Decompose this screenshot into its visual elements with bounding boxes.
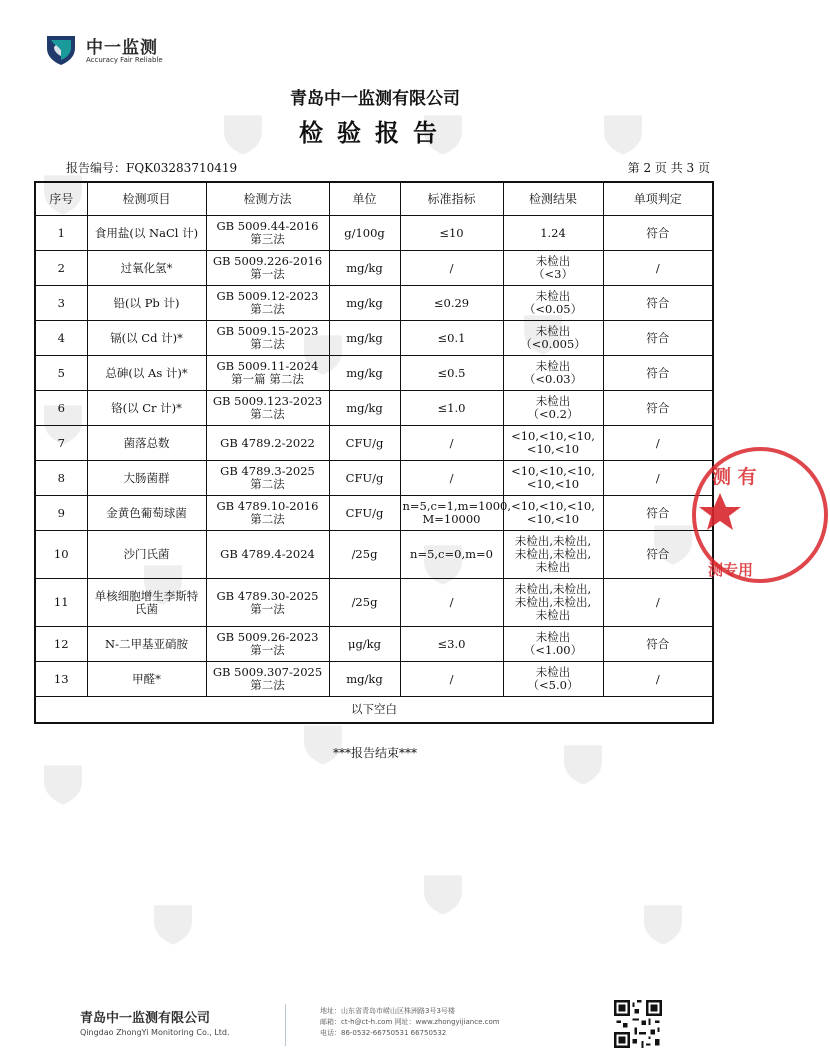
header-standard: 标准指标 [400, 182, 503, 216]
header-unit: 单位 [329, 182, 400, 216]
report-title: 检验报告 [299, 119, 451, 147]
cell-result: 1.24 [503, 216, 603, 251]
cell-item: 菌落总数 [87, 426, 206, 461]
footer-address: 地址：山东省青岛市崂山区株洲路3号3号楼 [320, 1007, 455, 1015]
watermark-shield-icon [640, 900, 686, 950]
cell-no: 5 [35, 356, 87, 391]
cell-result: 未检出 （<0.03） [503, 356, 603, 391]
cell-item: 大肠菌群 [87, 461, 206, 496]
cell-standard: / [400, 662, 503, 697]
company-title: 青岛中一监测有限公司 [290, 89, 460, 109]
table-row [35, 531, 713, 579]
table-row [35, 426, 713, 461]
report-number [66, 159, 237, 176]
cell-item: 过氧化氢* [87, 251, 206, 286]
cell-standard: ≤0.29 [400, 286, 503, 321]
cell-no: 6 [35, 391, 87, 426]
cell-standard: / [400, 251, 503, 286]
header-result: 检测结果 [503, 182, 603, 216]
report-number-value: FQK03283710419 [126, 161, 238, 175]
cell-method: GB 4789.3-2025 第二法 [206, 461, 329, 496]
cell-standard: ≤10 [400, 216, 503, 251]
footer-phone: 电话：86-0532-66750531 66750532 [320, 1029, 447, 1037]
table-row [35, 251, 713, 286]
footer-divider [285, 1004, 286, 1046]
table-header-row [35, 182, 713, 216]
cell-verdict: 符合 [603, 627, 713, 662]
cell-no: 4 [35, 321, 87, 356]
cell-no: 3 [35, 286, 87, 321]
cell-no: 1 [35, 216, 87, 251]
cell-unit: mg/kg [329, 391, 400, 426]
cell-verdict: / [603, 662, 713, 697]
cell-unit: g/100g [329, 216, 400, 251]
cell-no: 9 [35, 496, 87, 531]
company-logo [44, 30, 184, 70]
table-row [35, 662, 713, 697]
cell-method: GB 5009.307-2025 第二法 [206, 662, 329, 697]
cell-result: <10,<10,<10, <10,<10 [503, 461, 603, 496]
cell-verdict: 符合 [603, 321, 713, 356]
cell-method: GB 4789.2-2022 [206, 426, 329, 461]
cell-item: 单核细胞增生李斯特氏菌 [87, 579, 206, 627]
cell-method: GB 5009.12-2023 第二法 [206, 286, 329, 321]
cell-method: GB 5009.26-2023 第一法 [206, 627, 329, 662]
cell-standard: / [400, 426, 503, 461]
report-end-mark: ***报告结束*** [332, 746, 417, 760]
blank-note: 以下空白 [35, 697, 713, 724]
cell-result: 未检出,未检出, 未检出,未检出, 未检出 [503, 531, 603, 579]
cell-verdict: / [603, 426, 713, 461]
cell-unit: CFU/g [329, 496, 400, 531]
cell-verdict: 符合 [603, 216, 713, 251]
logo-name: 中一监测 [86, 38, 158, 58]
watermark-shield-icon [150, 900, 196, 950]
cell-standard: ≤3.0 [400, 627, 503, 662]
watermark-shield-icon [40, 760, 86, 810]
table-blank-row [35, 697, 713, 724]
cell-result: 未检出 （<1.00） [503, 627, 603, 662]
cell-method: GB 4789.30-2025 第一法 [206, 579, 329, 627]
cell-no: 13 [35, 662, 87, 697]
cell-unit: mg/kg [329, 251, 400, 286]
header-verdict: 单项判定 [603, 182, 713, 216]
header-item: 检测项目 [87, 182, 206, 216]
cell-item: 总砷(以 As 计)* [87, 356, 206, 391]
footer-company-name: 青岛中一监测有限公司 [80, 1011, 211, 1026]
cell-method: GB 5009.44-2016 第三法 [206, 216, 329, 251]
cell-unit: mg/kg [329, 662, 400, 697]
cell-result: <10,<10,<10, <10,<10 [503, 496, 603, 531]
cell-verdict: 符合 [603, 286, 713, 321]
table-row [35, 627, 713, 662]
cell-item: 金黄色葡萄球菌 [87, 496, 206, 531]
cell-verdict: 符合 [603, 496, 713, 531]
cell-standard: ≤1.0 [400, 391, 503, 426]
footer-contact-info [320, 1006, 500, 1039]
table-row [35, 461, 713, 496]
cell-standard: ≤0.5 [400, 356, 503, 391]
cell-standard: n=5,c=0,m=0 [400, 531, 503, 579]
cell-item: 沙门氏菌 [87, 531, 206, 579]
logo-slogan: Accuracy Fair Reliable [86, 56, 163, 64]
cell-result: 未检出 （<0.005） [503, 321, 603, 356]
cell-verdict: 符合 [603, 531, 713, 579]
footer-company-name-en: Qingdao ZhongYi Monitoring Co., Ltd. [80, 1028, 230, 1037]
cell-no: 2 [35, 251, 87, 286]
cell-result: 未检出 （<0.05） [503, 286, 603, 321]
report-number-label: 报告编号： [66, 161, 127, 175]
cell-verdict: / [603, 579, 713, 627]
table-row [35, 286, 713, 321]
cell-unit: /25g [329, 579, 400, 627]
footer-email-web: 邮箱：ct-h@ct-h.com 网址：www.zhongyijiance.com [320, 1018, 500, 1026]
cell-unit: CFU/g [329, 426, 400, 461]
cell-result: <10,<10,<10, <10,<10 [503, 426, 603, 461]
cell-verdict: / [603, 251, 713, 286]
cell-unit: μg/kg [329, 627, 400, 662]
cell-item: 铬(以 Cr 计)* [87, 391, 206, 426]
cell-no: 8 [35, 461, 87, 496]
cell-result: 未检出 （<3） [503, 251, 603, 286]
table-row [35, 216, 713, 251]
cell-result: 未检出 （<5.0） [503, 662, 603, 697]
cell-method: GB 5009.226-2016 第一法 [206, 251, 329, 286]
cell-no: 12 [35, 627, 87, 662]
results-table [34, 181, 714, 724]
cell-method: GB 5009.15-2023 第二法 [206, 321, 329, 356]
cell-method: GB 4789.4-2024 [206, 531, 329, 579]
cell-item: 食用盐(以 NaCl 计) [87, 216, 206, 251]
cell-no: 10 [35, 531, 87, 579]
cell-item: 铅(以 Pb 计) [87, 286, 206, 321]
cell-method: GB 5009.123-2023 第二法 [206, 391, 329, 426]
qr-code-icon [614, 1000, 662, 1048]
cell-verdict: 符合 [603, 391, 713, 426]
cell-unit: mg/kg [329, 321, 400, 356]
cell-standard: / [400, 579, 503, 627]
cell-standard: n=5,c=1,m=1000, M=10000 [400, 496, 503, 531]
header-no: 序号 [35, 182, 87, 216]
cell-item: N-二甲基亚硝胺 [87, 627, 206, 662]
cell-no: 11 [35, 579, 87, 627]
cell-method: GB 5009.11-2024 第一篇 第二法 [206, 356, 329, 391]
cell-unit: CFU/g [329, 461, 400, 496]
table-row [35, 356, 713, 391]
table-row [35, 321, 713, 356]
cell-no: 7 [35, 426, 87, 461]
table-row [35, 579, 713, 627]
cell-standard: / [400, 461, 503, 496]
cell-item: 镉(以 Cd 计)* [87, 321, 206, 356]
cell-verdict: 符合 [603, 356, 713, 391]
table-row [35, 496, 713, 531]
cell-method: GB 4789.10-2016 第二法 [206, 496, 329, 531]
cell-item: 甲醛* [87, 662, 206, 697]
cell-verdict: / [603, 461, 713, 496]
table-row [35, 391, 713, 426]
page-info: 第 2 页 共 3 页 [627, 161, 710, 175]
cell-result: 未检出,未检出, 未检出,未检出, 未检出 [503, 579, 603, 627]
header-method: 检测方法 [206, 182, 329, 216]
watermark-shield-icon [420, 870, 466, 920]
cell-result: 未检出 （<0.2） [503, 391, 603, 426]
cell-standard: ≤0.1 [400, 321, 503, 356]
cell-unit: mg/kg [329, 356, 400, 391]
cell-unit: mg/kg [329, 286, 400, 321]
shield-logo-icon [44, 32, 78, 66]
stamp-text-top: 测 有 [712, 466, 757, 488]
seal-stamp [690, 445, 830, 585]
stamp-text-bottom: 测专用 [708, 561, 754, 579]
cell-unit: /25g [329, 531, 400, 579]
